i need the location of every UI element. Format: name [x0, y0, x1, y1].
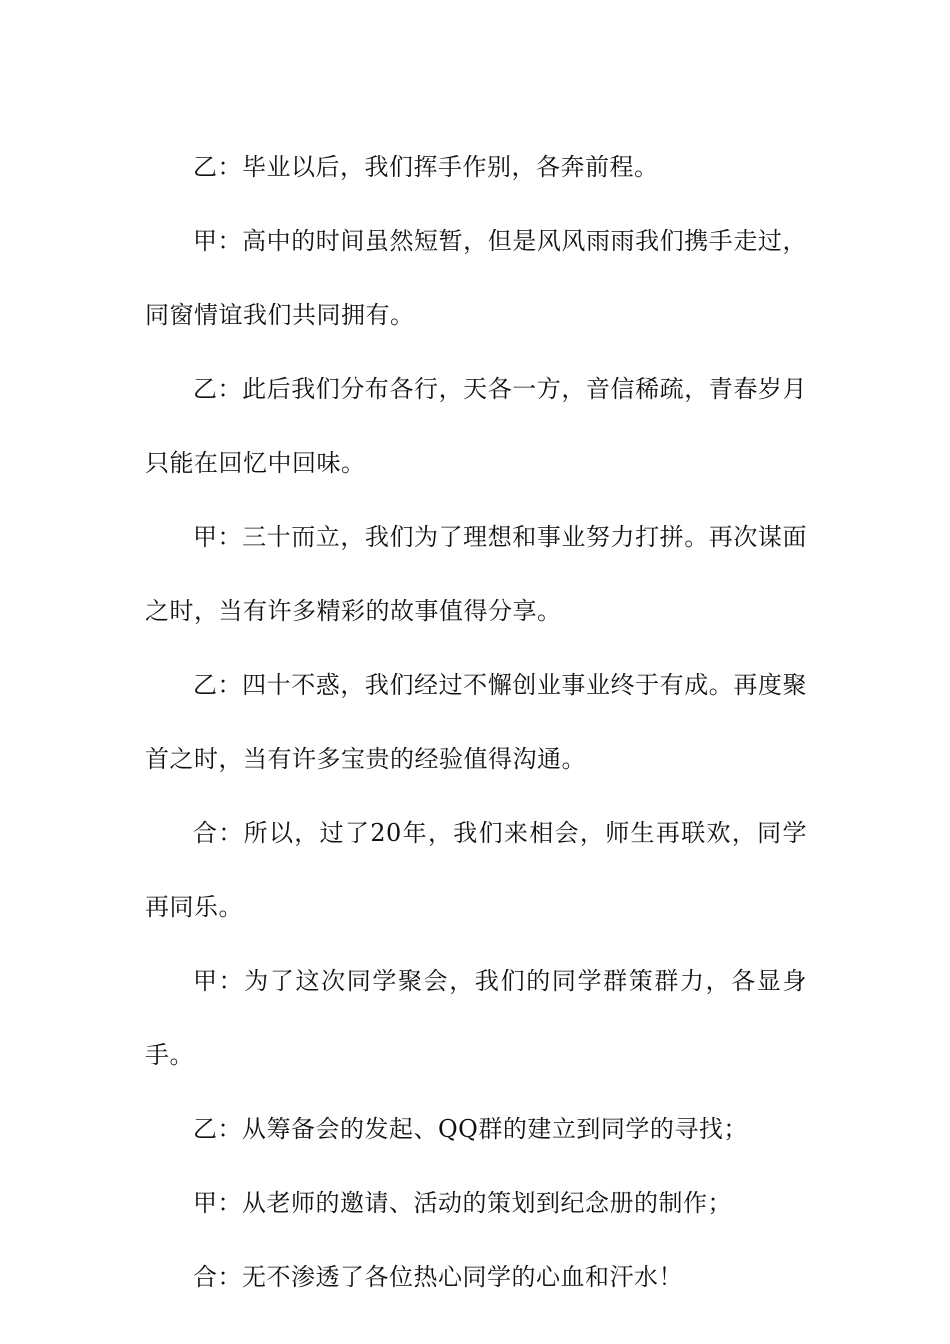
- paragraph-8: 乙：从筹备会的发起、QQ群的建立到同学的寻找；: [193, 1115, 748, 1143]
- paragraph-5: 乙：四十不惑，我们经过不懈创业事业终于有成。再度聚首之时，当有许多宝贵的经验值得沟通。: [145, 671, 807, 773]
- paragraph-6: 合：所以，过了20年，我们来相会，师生再联欢，同学再同乐。: [145, 819, 807, 921]
- paragraph-7: 甲：为了这次同学聚会，我们的同学群策群力，各显身手。: [145, 967, 807, 1069]
- document-body: [145, 130, 807, 1314]
- paragraph-3: 乙：此后我们分布各行，天各一方，音信稀疏，青春岁月只能在回忆中回味。: [145, 375, 807, 477]
- paragraph-4: 甲：三十而立，我们为了理想和事业努力打拼。再次谋面之时，当有许多精彩的故事值得分享。: [145, 523, 807, 625]
- paragraph-10: 合：无不渗透了各位热心同学的心血和汗水！: [193, 1263, 683, 1291]
- paragraph-1: 乙：毕业以后，我们挥手作别，各奔前程。: [193, 153, 659, 181]
- paragraph-2: 甲：高中的时间虽然短暂，但是风风雨雨我们携手走过，同窗情谊我们共同拥有。: [145, 227, 807, 329]
- paragraph-9: 甲：从老师的邀请、活动的策划到纪念册的制作；: [193, 1189, 732, 1217]
